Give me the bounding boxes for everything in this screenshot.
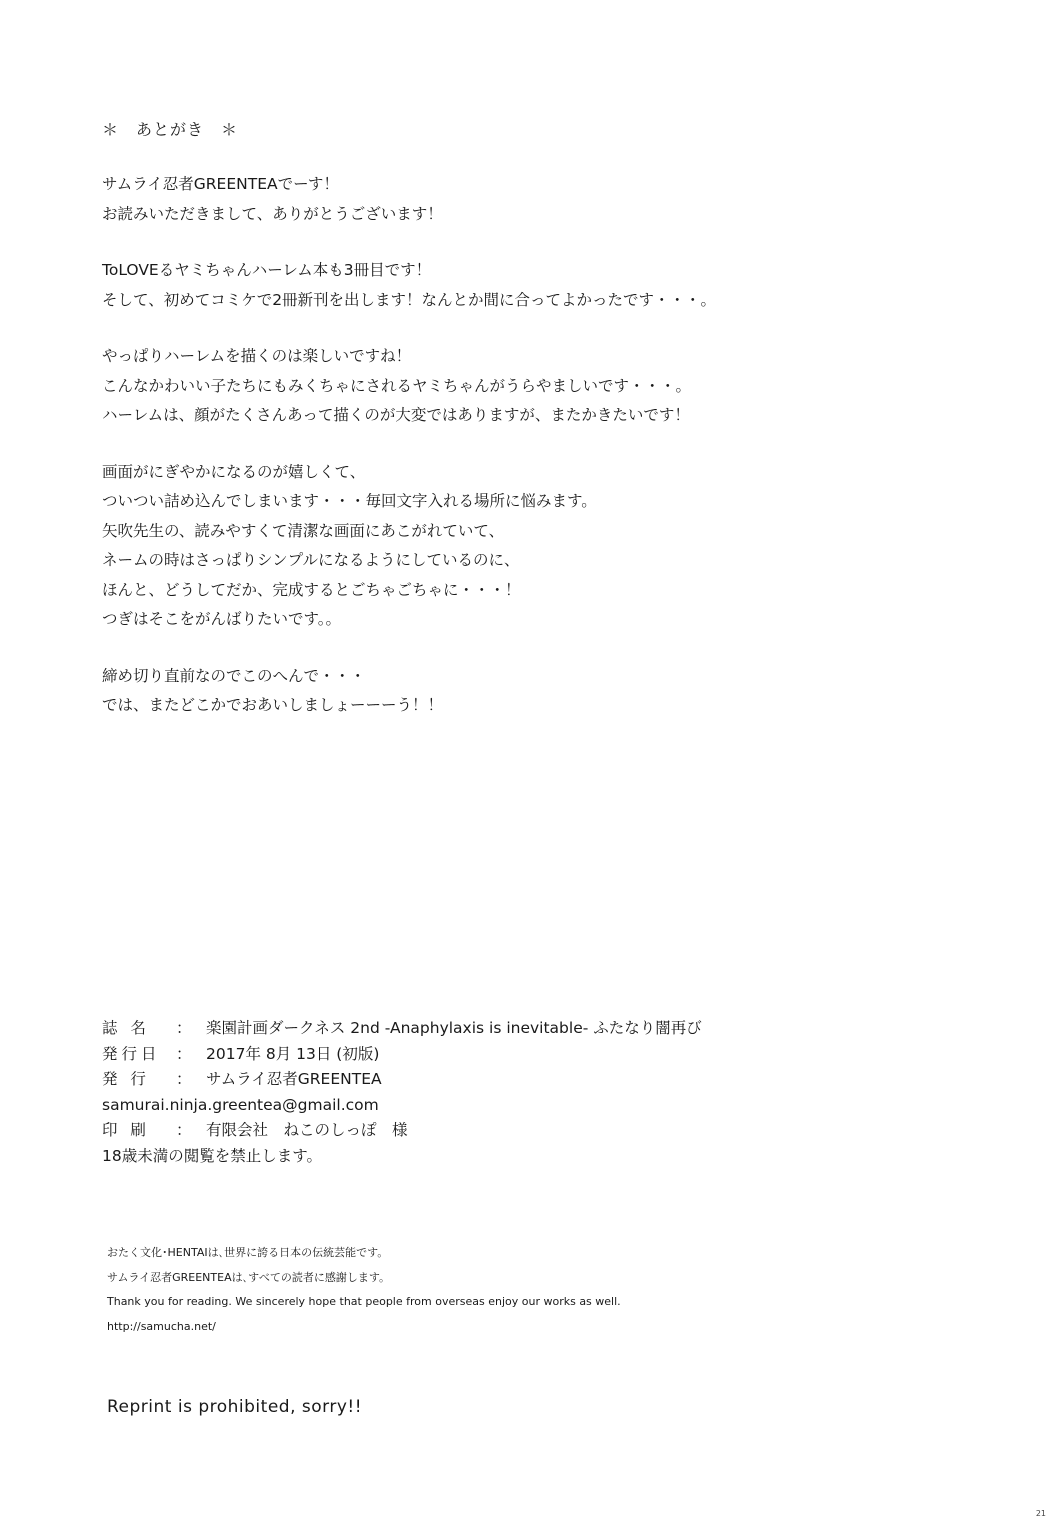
colophon [102,1016,862,1169]
page-number: 21 [1035,1509,1046,1518]
afterword-line: やっぱりハーレムを描くのは楽しいですね！ [102,347,412,365]
afterword-paragraph [102,342,862,431]
colophon-printer-row [102,1118,862,1144]
afterword-paragraph [102,170,862,229]
colophon-separator: ： [176,1121,192,1139]
colophon-publisher-row [102,1067,862,1093]
afterword-line: ToLOVEるヤミちゃんハーレム本も3冊目です！ [102,261,432,279]
colophon-title-label: 誌 名 [102,1019,150,1037]
colophon-printer-value: 有限会社 ねこのしっぽ 様 [206,1121,408,1139]
afterword-section [102,118,862,748]
afterword-line: ほんと、どうしてだか、完成するとごちゃごちゃに・・・！ [102,580,521,599]
afterword-line: 締め切り直前なのでこのへんで・・・ [102,666,366,685]
colophon-date-value: 2017年 8月 13日 (初版) [206,1044,380,1063]
afterword-line: お読みいただきまして、ありがとうございます！ [102,204,443,223]
colophon-date-label: 発行日 [102,1044,161,1063]
afterword-line: 画面がにぎやかになるのが嬉しくて、 [102,462,366,481]
note-line: おたく文化･HENTAIは､世界に誇る日本の伝統芸能です。 [107,1246,389,1259]
website-url: http://samucha.net/ [107,1319,216,1333]
colophon-publisher-value: サムライ忍者GREENTEA [206,1070,382,1088]
note-line: Thank you for reading. We sincerely hope that people from overseas enjoy our works as well. [107,1295,621,1308]
afterword-line: ついつい詰め込んでしまいます・・・毎回文字入れる場所に悩みます。 [102,492,597,510]
afterword-line: そして、初めてコミケで2冊新刊を出します！なんとか間に合ってよかったです・・・。 [102,290,717,309]
afterword-paragraph [102,458,862,635]
afterword-line: こんなかわいい子たちにもみくちゃにされるヤミちゃんがうらやましいです・・・。 [102,376,692,395]
colophon-title-row [102,1016,862,1042]
afterword-heading: ＊ あとがき ＊ [102,120,239,139]
afterword-line: つぎはそこをがんばりたいです。。 [102,610,342,628]
colophon-separator: ： [176,1070,192,1088]
afterword-line: ネームの時はさっぱりシンプルになるようにしているのに、 [102,551,520,569]
afterword-paragraph [102,662,862,721]
colophon-email: samurai.ninja.greentea@gmail.com [102,1095,379,1114]
colophon-separator: ： [176,1044,192,1063]
colophon-title-value: 楽園計画ダークネス 2nd -Anaphylaxis is inevitable- ふたなり闇再び [206,1019,702,1037]
colophon-date-row [102,1042,862,1068]
colophon-separator: ： [176,1019,192,1037]
afterword-line: ハーレムは、顔がたくさんあって描くのが大変ではありますが、またかきたいです！ [102,406,690,424]
reprint-notice: Reprint is prohibited, sorry!! [107,1397,363,1417]
age-restriction-notice: 18歳未満の閲覧を禁止します。 [102,1146,322,1165]
afterword-line: 矢吹先生の、読みやすくて清潔な画面にあこがれていて、 [102,521,505,540]
afterword-line: では、またどこかでおあいしましょーーーう！！ [102,696,444,714]
afterword-paragraph [102,256,862,315]
colophon-publisher-label: 発 行 [102,1070,150,1088]
closing-notes [107,1241,867,1339]
colophon-printer-label: 印 刷 [102,1121,150,1139]
note-line: サムライ忍者GREENTEAは､すべての読者に感謝します。 [107,1270,391,1284]
afterword-line: サムライ忍者GREENTEAでーす！ [102,175,339,193]
